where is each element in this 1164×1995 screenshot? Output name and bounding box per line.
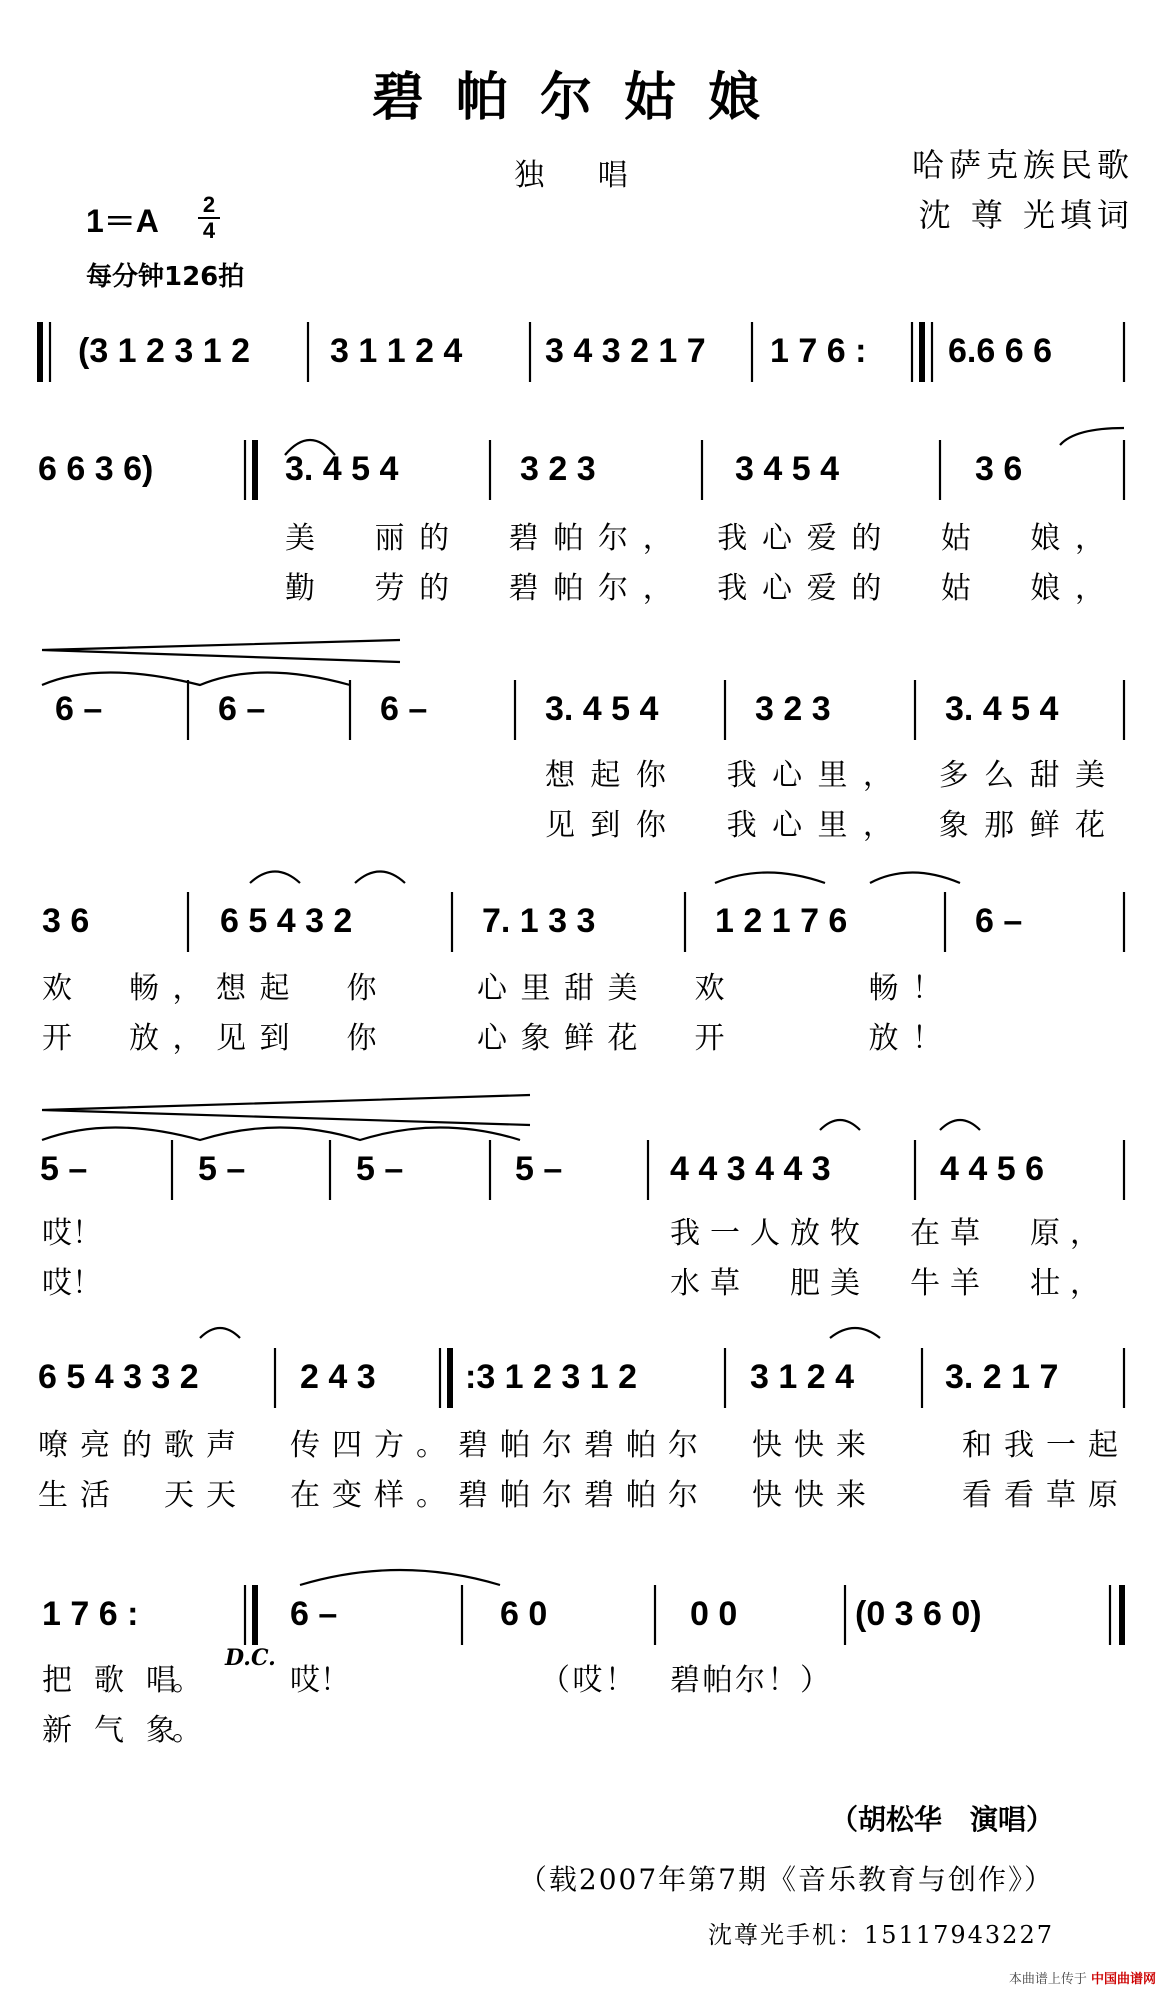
time-signature-bottom: 4: [202, 218, 216, 243]
watermark-prefix: 本曲谱上传于: [1008, 1972, 1087, 1987]
lyrics-s5-v2a: 哎！: [42, 1266, 102, 1301]
notes-s5-m6: 4 4 5 6: [940, 1150, 1044, 1188]
lyrics-s3-v1: 想起你 我心里， 多么甜美: [545, 758, 1105, 793]
notes-s7-m3: 6 0: [500, 1595, 548, 1633]
lyrics-s7-v1b: 哎！: [290, 1663, 350, 1698]
notes-s1-m3: 3 4 3 2 1 7: [545, 332, 706, 370]
lyrics-s2-v2: 勤 劳的 碧帕尔， 我心爱的 姑 娘，: [285, 571, 1105, 606]
notes-s3-m3: 6 –: [380, 690, 428, 728]
lyrics-s7-v1c: （哎！ 碧帕尔！）: [540, 1663, 830, 1698]
watermark-site: 中国曲谱网: [1090, 1972, 1156, 1987]
notes-s7-m5: (0 3 6 0): [855, 1595, 982, 1633]
dc-marking: D.C.: [225, 1645, 276, 1671]
notes-s7-m4: 0 0: [690, 1595, 738, 1633]
lyrics-s6-v2: 生活 天天 在变样。碧帕尔碧帕尔 快快来 看看草原: [38, 1478, 1118, 1513]
notes-s1-m5: 6.6 6 6: [948, 332, 1052, 370]
lyrics-s7-v1a: 把 歌 唱。: [42, 1663, 202, 1698]
notes-s5-m4: 5 –: [515, 1150, 563, 1188]
lyricist-credit: 沈 尊 光填词: [918, 196, 1134, 234]
notes-s5-m1: 5 –: [40, 1150, 88, 1188]
notes-s2-m2: 3. 4 5 4: [285, 450, 399, 488]
notes-s5-m2: 5 –: [198, 1150, 246, 1188]
notes-s3-m5: 3 2 3: [755, 690, 831, 728]
source-credit: （载2007年第7期《音乐教育与创作》）: [518, 1863, 1054, 1896]
notes-s3-m6: 3. 4 5 4: [945, 690, 1059, 728]
notes-s5-m5: 4 4 3 4 4 3: [670, 1150, 831, 1188]
lyrics-s7-v2: 新 气 象。: [42, 1713, 202, 1748]
song-title: 碧帕尔姑娘: [371, 67, 792, 128]
notes-s7-m1: 1 7 6 :: [42, 1595, 139, 1633]
lyrics-s3-v2: 见到你 我心里， 象那鲜花: [545, 808, 1105, 843]
notes-s6-m5: 3. 2 1 7: [945, 1358, 1059, 1396]
notes-s6-m4: 3 1 2 4: [750, 1358, 854, 1396]
lyrics-s5-v2b: 水草 肥美 牛羊 壮，: [670, 1266, 1100, 1301]
notes-s4-m1: 3 6: [42, 902, 90, 940]
notes-s7-m2: 6 –: [290, 1595, 338, 1633]
notes-s3-m4: 3. 4 5 4: [545, 690, 659, 728]
lyrics-s6-v1: 嘹亮的歌声 传四方。碧帕尔碧帕尔 快快来 和我一起: [38, 1428, 1118, 1463]
notes-s1-m4: 1 7 6 :: [770, 332, 867, 370]
lyrics-s4-v1: 欢 畅，想起 你 心里甜美 欢 畅！: [42, 971, 942, 1006]
notes-s4-m2: 6 5 4 3 2: [220, 902, 353, 940]
notes-s2-m4: 3 4 5 4: [735, 450, 839, 488]
notes-s2-m5: 3 6: [975, 450, 1023, 488]
notes-s1-m2: 3 1 1 2 4: [330, 332, 463, 370]
notes-s2-m1: 6 6 3 6): [38, 450, 154, 488]
time-signature-top: 2: [202, 192, 216, 217]
lyrics-s5-v1a: 哎！: [42, 1216, 102, 1251]
tempo-marking: 每分钟126拍: [86, 262, 245, 292]
notes-s4-m3: 7. 1 3 3: [482, 902, 596, 940]
notes-s4-m4: 1 2 1 7 6: [715, 902, 848, 940]
notes-s1-m1: (3 1 2 3 1 2: [78, 332, 251, 370]
watermark: [1009, 1968, 1156, 1987]
notes-s3-m1: 6 –: [55, 690, 103, 728]
origin-credit: 哈萨克族民歌: [911, 146, 1134, 184]
notes-s6-m2: 2 4 3: [300, 1358, 376, 1396]
lyrics-s2-v1: 美 丽的 碧帕尔， 我心爱的 姑 娘，: [285, 521, 1105, 556]
lyrics-s4-v2: 开 放，见到 你 心象鲜花 开 放！: [42, 1021, 942, 1056]
notes-s2-m3: 3 2 3: [520, 450, 596, 488]
song-subtitle: 独 唱: [514, 158, 650, 193]
notes-s3-m2: 6 –: [218, 690, 266, 728]
lyrics-s5-v1b: 我一人放牧 在草 原，: [670, 1216, 1100, 1251]
key-signature: 1＝A: [86, 203, 159, 239]
notes-s6-m3: :3 1 2 3 1 2: [465, 1358, 638, 1396]
performer-credit: （胡松华 演唱）: [829, 1803, 1054, 1836]
notes-s6-m1: 6 5 4 3 3 2: [38, 1358, 199, 1396]
phone-credit: 沈尊光手机：15117943227: [708, 1921, 1054, 1949]
notes-s4-m5: 6 –: [975, 902, 1023, 940]
notes-s5-m3: 5 –: [356, 1150, 404, 1188]
